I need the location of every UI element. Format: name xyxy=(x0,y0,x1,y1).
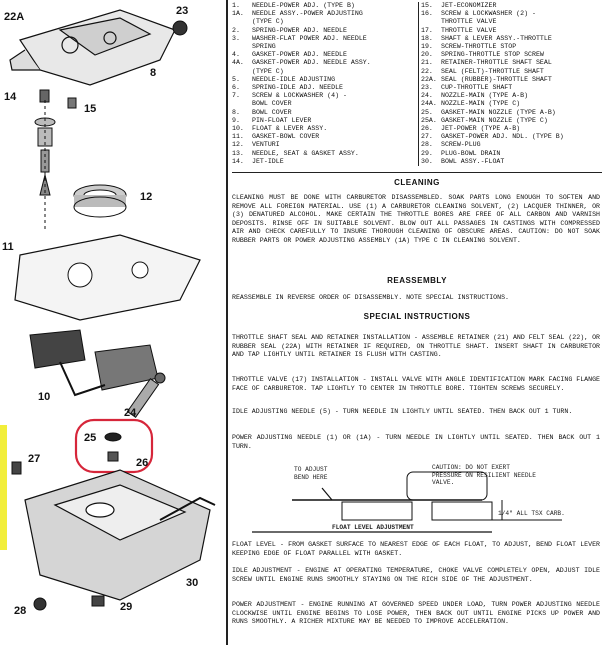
part-name: GASKET-POWER ADJ. NDL. (TYPE B) xyxy=(441,133,564,141)
special-instructions-title: SPECIAL INSTRUCTIONS xyxy=(363,312,471,321)
parts-list-row xyxy=(232,59,416,67)
part-name: (TYPE C) xyxy=(252,18,284,26)
part-name: SCREW & LOCKWASHER (2) - xyxy=(441,10,536,18)
parts-list-row xyxy=(232,35,416,43)
part-number: 18. xyxy=(421,34,433,42)
part-name: THROTTLE VALVE xyxy=(441,18,497,26)
parts-list-row xyxy=(232,125,416,133)
parts-list-row xyxy=(421,158,601,166)
parts-list-row xyxy=(232,133,416,141)
part-number: 23. xyxy=(421,84,433,92)
part-name: JET-POWER (TYPE A-B) xyxy=(441,125,521,133)
part-name: SHAFT & LEVER ASSY.-THROTTLE xyxy=(441,34,552,42)
part-name: THROTTLE VALVE xyxy=(441,26,497,34)
part-number: 6. xyxy=(232,84,240,92)
part-number: 11. xyxy=(232,133,244,141)
part-name: GASKET-POWER ADJ. NEEDLE xyxy=(252,51,347,59)
part-name: SEAL (FELT)-THROTTLE SHAFT xyxy=(441,67,544,75)
part-name: SCREW-THROTTLE STOP xyxy=(441,43,517,51)
part-number: 12. xyxy=(232,141,244,149)
float-level-figure xyxy=(232,460,602,540)
parts-list-row xyxy=(232,158,416,166)
part-number: 28. xyxy=(421,141,433,149)
part-number: 7. xyxy=(232,92,240,100)
part-10-float-drawing xyxy=(30,330,158,395)
label-15: 15 xyxy=(84,103,97,115)
parts-list-left-column xyxy=(232,2,416,166)
part-name: NEEDLE-POWER ADJ. (TYPE B) xyxy=(252,2,355,9)
parts-list-row xyxy=(421,133,601,141)
part-name: VENTURI xyxy=(252,141,280,149)
part-name: SCREW-PLUG xyxy=(441,141,481,149)
parts-list-row xyxy=(421,141,601,149)
part-26-power-jet-drawing xyxy=(108,452,118,461)
parts-list-row xyxy=(421,51,601,59)
part-number: 21. xyxy=(421,59,433,67)
label-24: 24 xyxy=(124,407,137,419)
float-fig-to-adjust: TO ADJUST xyxy=(294,466,328,473)
label-25: 25 xyxy=(84,432,97,444)
label-10: 10 xyxy=(38,391,51,403)
parts-list-row xyxy=(421,100,601,108)
part-name: GASKET-POWER ADJ. NEEDLE ASSY. xyxy=(252,59,371,67)
part-name: BOWL COVER xyxy=(252,108,292,116)
part-27-gasket-drawing xyxy=(12,462,21,474)
part-number: 25. xyxy=(421,108,433,116)
parts-list-row xyxy=(232,18,416,26)
part-12-venturi-drawing xyxy=(74,185,126,217)
part-name: WASHER-FLAT POWER ADJ. NEEDLE xyxy=(252,34,367,42)
float-level-drawing xyxy=(232,460,602,540)
parts-list-row xyxy=(421,125,601,133)
throttle-seal-instruction: THROTTLE SHAFT SEAL AND RETAINER INSTALLATION - ASSEMBLE RETAINER (21) AND FELT SEAL (22), OR RUBBER SEAL (22A) WITH RETAINER IF REQUIRED, ON THROTTLE SHAFT. INSERT SHAFT IN CARBURETOR AND TAP LIGHTLY UNTIL RETAINER IS FLUSH WITH CASTING. xyxy=(232,334,600,359)
part-number: 1. xyxy=(232,2,240,9)
part-number: 17. xyxy=(421,26,433,34)
parts-list-row xyxy=(421,92,601,100)
part-number: 4A. xyxy=(232,59,244,67)
parts-list-row xyxy=(421,68,601,76)
part-number: 16. xyxy=(421,10,433,18)
part-name: JET-ECONOMIZER xyxy=(441,2,497,9)
reassembly-text: REASSEMBLE IN REVERSE ORDER OF DISASSEMBLY. NOTE SPECIAL INSTRUCTIONS. xyxy=(232,294,509,301)
parts-list-row xyxy=(421,43,601,51)
part-number: 22A. xyxy=(421,75,437,83)
part-15-econ-jet-drawing xyxy=(68,98,76,108)
part-number: 15. xyxy=(421,2,433,9)
page-divider xyxy=(226,0,228,645)
parts-list-row xyxy=(232,68,416,76)
parts-list-row xyxy=(232,51,416,59)
part-name: GASKET-BOWL COVER xyxy=(252,133,320,141)
parts-list-row xyxy=(232,76,416,84)
parts-list-right-column xyxy=(418,2,601,166)
part-name: SPRING-THROTTLE STOP SCREW xyxy=(441,51,544,59)
part-name: GASKET-MAIN NOZZLE (TYPE A-B) xyxy=(441,108,556,116)
parts-list-row xyxy=(232,27,416,35)
power-needle-instruction: POWER ADJUSTING NEEDLE (1) OR (1A) - TURN NEEDLE IN LIGHTLY UNTIL SEATED. THEN BACK OUT 1 TURN. xyxy=(232,434,600,450)
part-number: 4. xyxy=(232,51,240,59)
part-name: NOZZLE-MAIN (TYPE C) xyxy=(441,100,521,108)
label-29: 29 xyxy=(120,601,133,613)
label-22a: 22A xyxy=(4,11,25,23)
part-number: 1A. xyxy=(232,10,244,18)
part-name: PIN-FLOAT LEVER xyxy=(252,116,312,124)
parts-list-row xyxy=(232,117,416,125)
part-number: 24A. xyxy=(421,100,437,108)
part-number: 27. xyxy=(421,133,433,141)
float-fig-bend-here: BEND HERE xyxy=(294,474,328,481)
parts-list-row xyxy=(421,2,601,10)
label-14: 14 xyxy=(4,91,17,103)
parts-list-row xyxy=(232,84,416,92)
part-number: 24. xyxy=(421,92,433,100)
parts-list-row xyxy=(421,27,601,35)
parts-list-row xyxy=(232,150,416,158)
throttle-valve-instruction: THROTTLE VALVE (17) INSTALLATION - INSTALL VALVE WITH ANGLE IDENTIFICATION MARK FACING FLANGE FACE OF CARBURETOR. TAP LIGHTLY TO CENTER IN THROTTLE BORE. TIGHTEN SCREWS SECURELY. xyxy=(232,376,600,392)
float-fig-measurement: 1/4" ALL TSX CARB. xyxy=(498,510,565,517)
part-number: 10. xyxy=(232,125,244,133)
part-number: 19. xyxy=(421,43,433,51)
part-number: 5. xyxy=(232,75,240,83)
label-26: 26 xyxy=(136,457,149,469)
parts-list-row xyxy=(421,109,601,117)
part-name: NEEDLE, SEAT & GASKET ASSY. xyxy=(252,149,359,157)
yellow-marker-highlight xyxy=(0,425,7,550)
parts-list-row xyxy=(232,10,416,18)
part-name: FLOAT & LEVER ASSY. xyxy=(252,125,328,133)
parts-list-row xyxy=(421,18,601,26)
part-number: 29. xyxy=(421,149,433,157)
part-number: 22. xyxy=(421,67,433,75)
exploded-parts-diagram xyxy=(0,0,228,645)
part-name: SCREW & LOCKWASHER (4) - xyxy=(252,92,347,100)
part-number: 2. xyxy=(232,26,240,34)
float-level-instruction: FLOAT LEVEL - FROM GASKET SURFACE TO NEAREST EDGE OF EACH FLOAT, TO ADJUST, BEND FLOAT LEVER KEEPING EDGE OF FLOAT PARALLEL WITH GASKET. xyxy=(232,541,600,557)
parts-list-row xyxy=(232,109,416,117)
parts-list-row xyxy=(232,92,416,100)
parts-list-row xyxy=(232,100,416,108)
label-27: 27 xyxy=(28,453,41,465)
part-name: GASKET-MAIN NOZZLE (TYPE C) xyxy=(441,116,548,124)
part-name: JET-IDLE xyxy=(252,157,284,165)
part-number: 9. xyxy=(232,116,240,124)
instruction-sheet xyxy=(232,0,602,645)
needle-seat-stack-drawing xyxy=(35,100,55,230)
label-28: 28 xyxy=(14,605,27,617)
part-name: RETAINER-THROTTLE SHAFT SEAL xyxy=(441,59,552,67)
part-name: BOWL ASSY.-FLOAT xyxy=(441,157,505,165)
parts-list-row xyxy=(421,59,601,67)
part-number: 26. xyxy=(421,125,433,133)
float-fig-caption: FLOAT LEVEL ADJUSTMENT xyxy=(332,524,414,531)
part-number: 8. xyxy=(232,108,240,116)
part-name: (TYPE C) xyxy=(252,67,284,75)
part-name: NEEDLE-IDLE ADJUSTING xyxy=(252,75,336,83)
parts-list-row xyxy=(421,84,601,92)
power-adjustment-instruction: POWER ADJUSTMENT - ENGINE RUNNING AT GOVERNED SPEED UNDER LOAD, TURN POWER ADJUSTING NEEDLE CLOCKWISE UNTIL ENGINE BEGINS TO LOSE POWER, THEN BACK OUT UNTIL ENGINE PICKS UP POWER AND RUNS SMOOTHLY. A RICHER MIXTURE MAY BE NEEDED TO IMPROVE ACCELERATION. xyxy=(232,601,600,626)
label-11: 11 xyxy=(2,241,14,253)
part-number: 3. xyxy=(232,34,240,42)
parts-list-row xyxy=(421,150,601,158)
idle-needle-instruction: IDLE ADJUSTING NEEDLE (5) - TURN NEEDLE IN LIGHTLY UNTIL SEATED. THEN BACK OUT 1 TURN. xyxy=(232,408,573,415)
idle-adjustment-instruction: IDLE ADJUSTMENT - ENGINE AT OPERATING TEMPERATURE, CHOKE VALVE COMPLETELY OPEN, ADJUST IDLE SCREW UNTIL ENGINE RUNS SMOOTHLY STAYING ON THE RICH SIDE OF THE ADJUSTMENT. xyxy=(232,567,600,583)
part-25-gasket-drawing xyxy=(105,433,121,441)
part-29-drain-plug-drawing xyxy=(92,596,104,606)
part-name: NOZZLE-MAIN (TYPE A-B) xyxy=(441,92,529,100)
part-number: 25A. xyxy=(421,116,437,124)
label-23: 23 xyxy=(176,5,189,17)
label-8: 8 xyxy=(150,67,157,79)
part-name: SPRING-IDLE ADJ. NEEDLE xyxy=(252,84,344,92)
label-30: 30 xyxy=(186,577,199,589)
part-name: SPRING xyxy=(252,43,276,51)
label-12: 12 xyxy=(140,191,153,203)
part-number: 14. xyxy=(232,157,244,165)
parts-list-row xyxy=(421,76,601,84)
part-23-cup-drawing xyxy=(173,21,187,35)
parts-list-row xyxy=(232,43,416,51)
part-number: 30. xyxy=(421,157,433,165)
parts-list-row xyxy=(232,141,416,149)
part-number: 13. xyxy=(232,149,244,157)
part-name: PLUG-BOWL DRAIN xyxy=(441,149,501,157)
part-name: BOWL COVER xyxy=(252,100,292,108)
part-name: NEEDLE ASSY.-POWER ADJUSTING xyxy=(252,10,363,18)
cleaning-text: CLEANING MUST BE DONE WITH CARBURETOR DISASSEMBLED. SOAK PARTS LONG ENOUGH TO SOFTEN AND REMOVE ALL FOREIGN MATERIAL. USE (1) A CARBURETOR CLEANING SOLVENT, (2) LACQUER THINNER, OR (3) DENATURED ALCOHOL. MAKE CERTAIN THE THROTTLE BORES ARE FREE OF ALL CARBON AND VARNISH DEPOSITS. RINSE OFF IN SUITABLE SOLVENT. BLOW OUT ALL PASSAGES IN CASTINGS WITH COMPRESSED AIR AND CHECK CAREFULLY TO INSURE THOROUGH CLEANING OF OBSCURE AREAS. CAUTION: DO NOT SOAK RUBBER PARTS OR POWER ADJUSTING ASSEMBLY (1A) TYPE C IN CLEANING SOLVENT. xyxy=(232,194,600,244)
parts-list-rule xyxy=(232,172,602,173)
float-fig-caution: CAUTION: DO NOT EXERT PRESSURE ON RESILIENT NEEDLE VALVE. xyxy=(432,464,536,487)
part-name: SPRING-POWER ADJ. NEEDLE xyxy=(252,26,347,34)
parts-list-row xyxy=(421,117,601,125)
reassembly-title: REASSEMBLY xyxy=(387,276,447,285)
parts-list-row xyxy=(421,10,601,18)
parts-list-row xyxy=(421,35,601,43)
part-28-screw-plug-drawing xyxy=(34,598,46,610)
parts-list-row xyxy=(232,2,416,10)
part-name: CUP-THROTTLE SHAFT xyxy=(441,84,513,92)
cleaning-title: CLEANING xyxy=(394,178,440,187)
part-number: 20. xyxy=(421,51,433,59)
part-11-gasket-drawing xyxy=(15,235,200,320)
part-name: SEAL (RUBBER)-THROTTLE SHAFT xyxy=(441,75,552,83)
